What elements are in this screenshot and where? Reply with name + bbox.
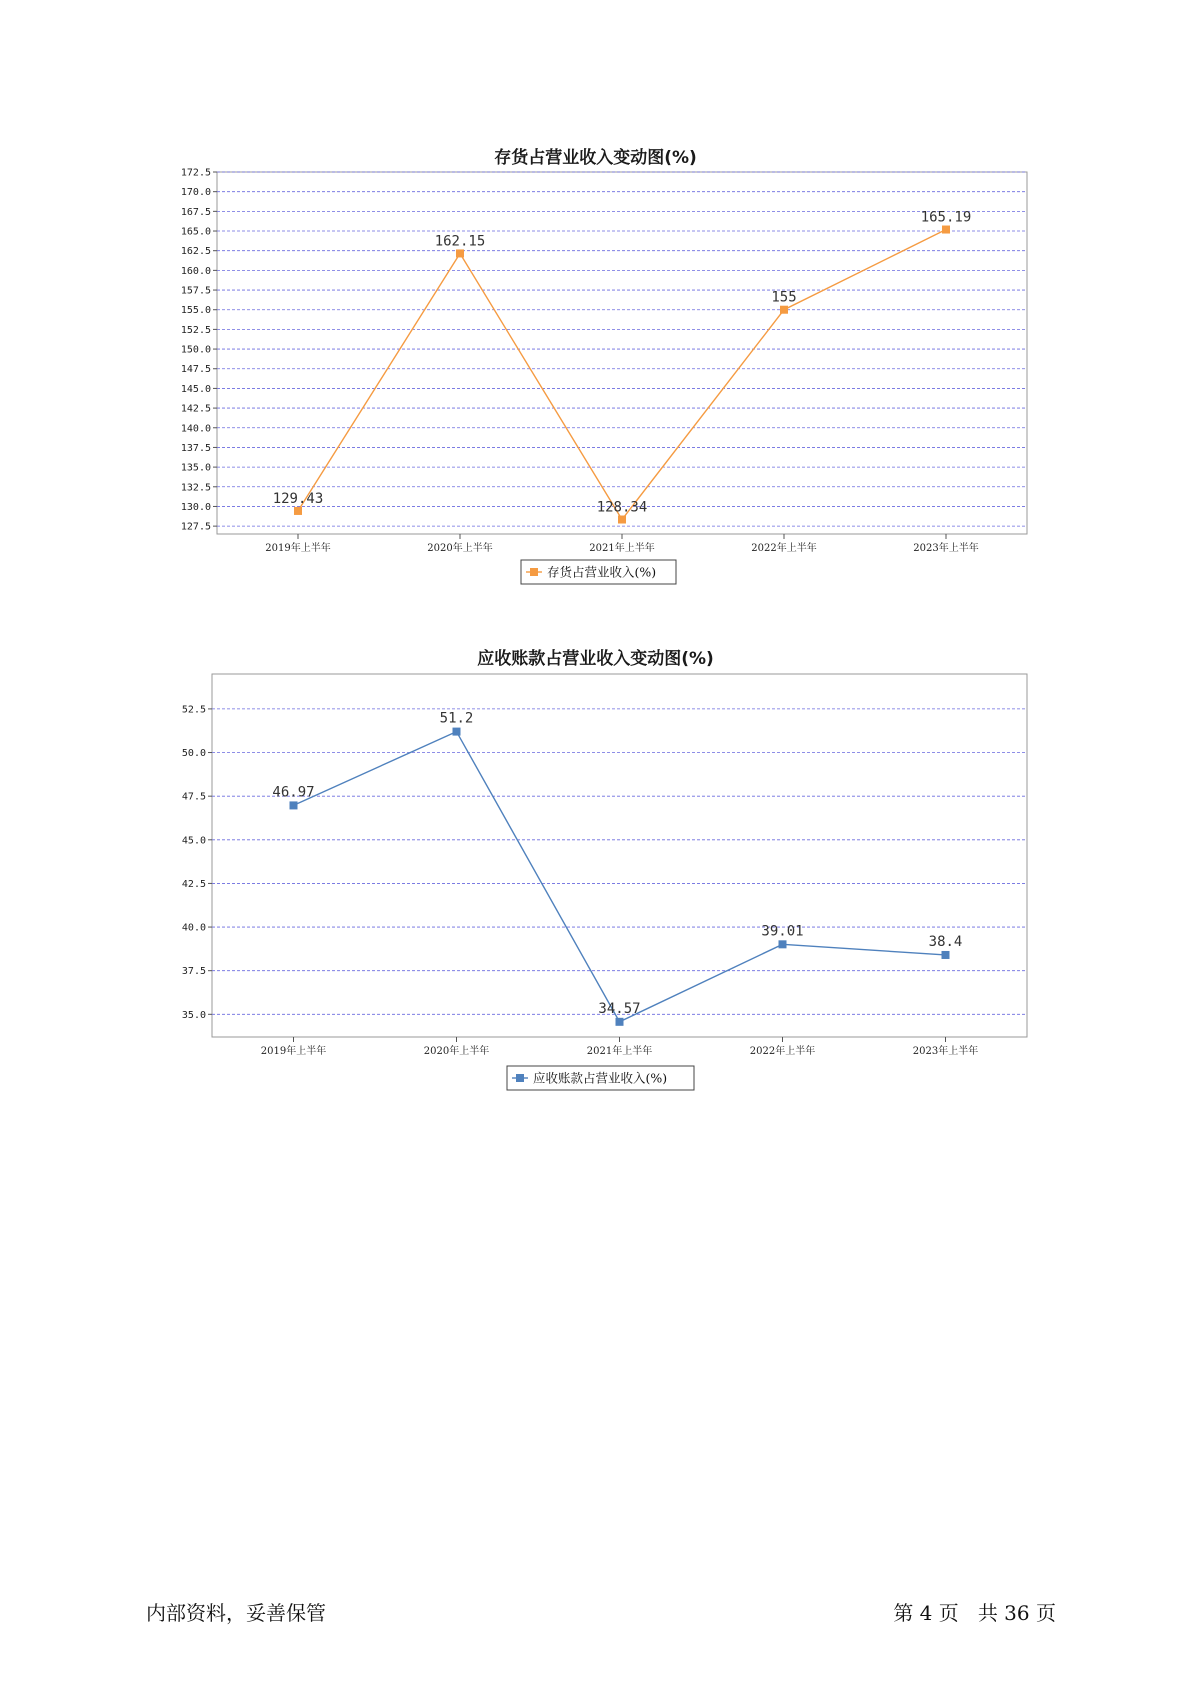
x-tick-label: 2023年上半年: [913, 543, 979, 554]
y-tick-label: 137.5: [180, 442, 211, 454]
y-tick-label: 42.5: [181, 878, 206, 890]
x-tick-label: 2020年上半年: [427, 543, 493, 554]
y-tick-label: 160.0: [180, 265, 211, 277]
x-tick-label: 2020年上半年: [423, 1046, 490, 1057]
data-label: 129.43: [272, 490, 324, 507]
y-tick-label: 167.5: [180, 206, 211, 218]
footer-left: 内部资料，妥善保管: [146, 1601, 326, 1625]
y-tick-label: 45.0: [181, 835, 206, 847]
y-tick-label: 130.0: [180, 501, 211, 513]
y-tick-label: 140.0: [180, 423, 211, 435]
x-tick-label: 2022年上半年: [749, 1046, 816, 1057]
y-tick-label: 162.5: [180, 246, 211, 258]
plot-area: [217, 172, 1027, 534]
y-tick-label: 145.0: [180, 383, 211, 395]
chart2-receivables-ratio: [0, 650, 1191, 1110]
data-point: [294, 507, 302, 515]
x-tick-label: 2021年上半年: [586, 1046, 653, 1057]
data-point: [616, 1018, 624, 1026]
legend-label: 存货占营业收入(%): [547, 564, 657, 580]
y-tick-label: 157.5: [180, 285, 211, 297]
data-label: 165.19: [920, 209, 972, 226]
x-tick-label: 2021年上半年: [589, 543, 655, 554]
data-label: 34.57: [598, 1000, 641, 1017]
data-label: 46.97: [272, 784, 315, 801]
data-point: [618, 516, 626, 524]
legend-marker: [516, 1074, 524, 1082]
y-tick-label: 132.5: [180, 482, 211, 494]
data-label: 162.15: [434, 233, 486, 250]
y-tick-label: 172.5: [180, 167, 211, 179]
x-tick-label: 2023年上半年: [912, 1046, 979, 1057]
footer-right: 第 4 页 共 36 页: [893, 1601, 1056, 1625]
data-label: 39.01: [761, 923, 804, 940]
data-point: [779, 940, 787, 948]
data-label: 128.34: [596, 499, 648, 516]
data-label: 51.2: [439, 710, 474, 727]
y-tick-label: 170.0: [180, 187, 211, 199]
data-point: [453, 728, 461, 736]
legend-label: 应收账款占营业收入(%): [533, 1070, 668, 1086]
data-label: 155: [771, 289, 797, 306]
chart1-title: 存货占营业收入变动图(%): [494, 148, 697, 168]
y-tick-label: 135.0: [180, 462, 211, 474]
y-tick-label: 152.5: [180, 324, 211, 336]
chart1-inventory-ratio: [0, 150, 1191, 610]
y-tick-label: 40.0: [181, 922, 206, 934]
y-tick-label: 47.5: [181, 791, 206, 803]
data-point: [780, 306, 788, 314]
x-tick-label: 2019年上半年: [265, 543, 331, 554]
y-tick-label: 165.0: [180, 226, 211, 238]
data-point: [942, 951, 950, 959]
y-tick-label: 52.5: [181, 704, 206, 716]
legend-marker: [530, 568, 538, 576]
data-point: [456, 249, 464, 257]
y-tick-label: 155.0: [180, 305, 211, 317]
y-tick-label: 142.5: [180, 403, 211, 415]
data-label: 38.4: [928, 933, 963, 950]
plot-area: [212, 674, 1027, 1037]
x-tick-label: 2022年上半年: [751, 543, 817, 554]
y-tick-label: 37.5: [181, 966, 206, 978]
chart2-title: 应收账款占营业收入变动图(%): [477, 649, 714, 669]
x-tick-label: 2019年上半年: [260, 1046, 327, 1057]
y-tick-label: 147.5: [180, 364, 211, 376]
data-point: [942, 226, 950, 234]
y-tick-label: 35.0: [181, 1009, 206, 1021]
data-point: [290, 801, 298, 809]
y-tick-label: 150.0: [180, 344, 211, 356]
y-tick-label: 50.0: [181, 748, 206, 760]
y-tick-label: 127.5: [180, 521, 211, 533]
